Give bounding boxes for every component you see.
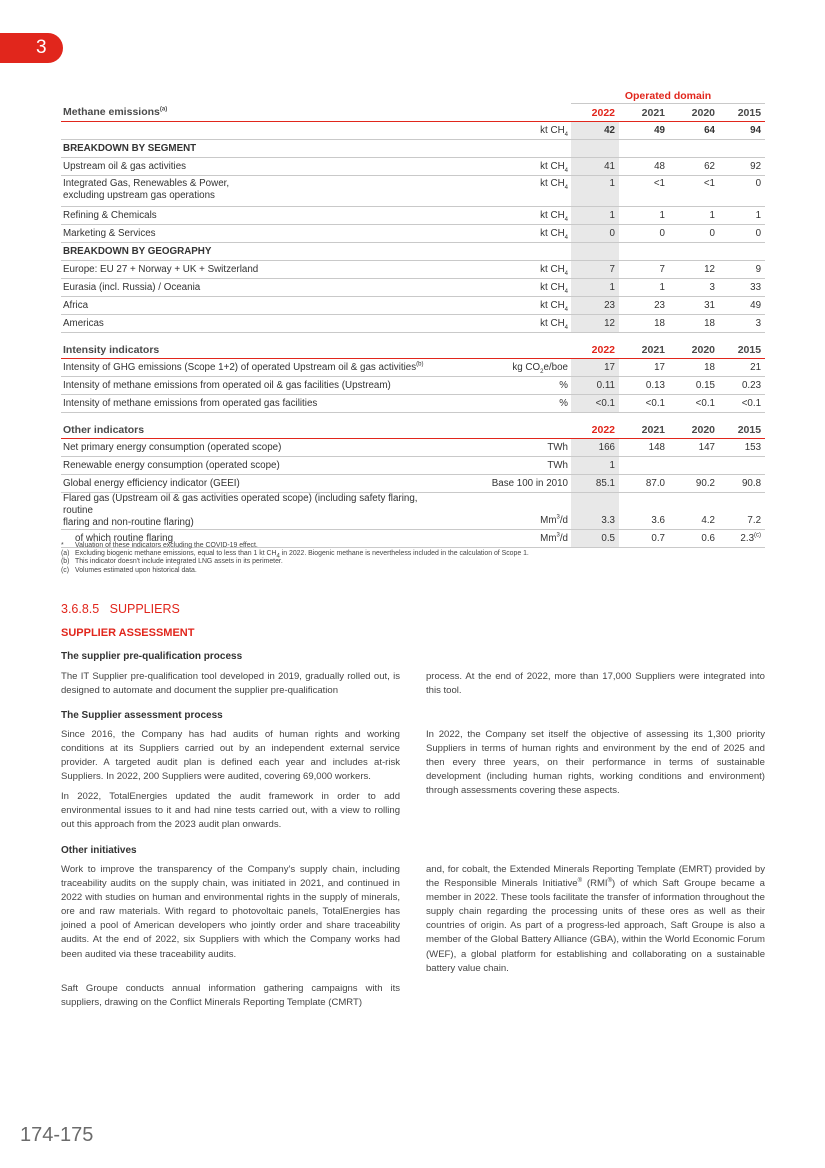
value-cell: 7 [571, 261, 619, 279]
value-cell: 17 [571, 359, 619, 377]
paragraph: Work to improve the transparency of the Company's supply chain, including traceability audits on the supply chain, was initiated in 2021, and continued in 2022 with studies on human and environmental rights in the supply of minerals, ore and raw materials. With regard to photovoltaic panels, TotalEnergies has joined a pool of American developers who jointly order and share traceability audits. At the end of 2022, six Suppliers with which the Company works had been audited via these traceability audits. [61, 864, 400, 960]
value-cell: 0.23 [719, 377, 765, 395]
value-cell: 0.13 [619, 377, 669, 395]
value-cell: 18 [669, 359, 719, 377]
table-row [61, 176, 765, 207]
intensity-header-row [61, 341, 765, 359]
value-cell: 94 [719, 122, 765, 140]
row-label: Eurasia (incl. Russia) / Oceania [61, 279, 441, 297]
table-title: Methane emissions$^{(a)}$ [61, 104, 441, 122]
unit-cell: TWh [441, 457, 571, 475]
domain-row [61, 88, 765, 104]
value-cell: 0 [719, 225, 765, 243]
value-cell: <1 [619, 176, 669, 207]
paragraph: In 2022, the Company set itself the objective of assessing its 1,300 priority Suppliers in terms of human rights and environment by the end of 2025 and then every three years, on their performance in terms of sustainable development (including human rights, working conditions and environment) through assessments covering these aspects. [426, 729, 765, 797]
value-cell: 42 [571, 122, 619, 140]
year-header: 2015 [719, 421, 765, 439]
value-cell: <1 [669, 176, 719, 207]
unit-cell: kt $CH_4$ [441, 297, 571, 315]
value-cell: 1 [571, 279, 619, 297]
value-cell: 0 [669, 225, 719, 243]
unit-cell: Mm$^3$/d [441, 493, 571, 530]
value-cell: 18 [669, 315, 719, 333]
value-cell: 92 [719, 158, 765, 176]
row-label: Renewable energy consumption (operated scope) [61, 457, 441, 475]
year-header: 2022 [571, 421, 619, 439]
unit-cell: kt $CH_4$ [441, 261, 571, 279]
value-cell: <0.1 [619, 395, 669, 413]
heading-other-initiatives: Other initiatives [61, 845, 137, 856]
value-cell: 1 [571, 176, 619, 207]
value-cell: <0.1 [669, 395, 719, 413]
value-cell: 48 [619, 158, 669, 176]
value-cell: 62 [669, 158, 719, 176]
table-row [61, 158, 765, 176]
table-row [61, 297, 765, 315]
unit-cell: Base 100 in 2010 [441, 475, 571, 493]
year-header: 2021 [619, 341, 669, 359]
value-cell [719, 457, 765, 475]
row-label: Africa [61, 297, 441, 315]
value-cell: 1 [619, 279, 669, 297]
value-cell: 3.6 [619, 493, 669, 530]
year-header: 2020 [669, 341, 719, 359]
unit-cell: kt $CH_4$ [441, 207, 571, 225]
value-cell: <0.1 [719, 395, 765, 413]
year-header: 2021 [619, 421, 669, 439]
value-cell: 1 [619, 207, 669, 225]
value-cell: 166 [571, 439, 619, 457]
table-row [61, 225, 765, 243]
value-cell: 1 [571, 207, 619, 225]
table-row [61, 279, 765, 297]
row-label: Intensity of methane emissions from operated gas facilities [61, 395, 441, 413]
unit-cell: TWh [441, 439, 571, 457]
row-label: Upstream oil & gas activities [61, 158, 441, 176]
value-cell: 31 [669, 297, 719, 315]
footnote: (a) Excluding biogenic methane emissions, equal to less than 1 kt $CH_4$ in 2022. Biogenic methane is nevertheless included in the calculation of Scope 1. [61, 550, 529, 560]
table-row [61, 377, 765, 395]
value-cell: 90.2 [669, 475, 719, 493]
row-label: Intensity of methane emissions from operated oil & gas facilities (Upstream) [61, 377, 441, 395]
paragraph: In 2022, TotalEnergies updated the audit framework in order to add environmental issues to it and had nine tests carried out, with a view to rolling out this approach from the 2023 audit plan onwards. [61, 791, 400, 831]
unit-cell: Mm$^3$/d [441, 530, 571, 548]
paragraph: and, for cobalt, the Extended Minerals Reporting Template (EMRT) provided by the Responsible Minerals Initiative® (RMI®) of which Saft Groupe became a member in 2022. These tools facilitate the transfer of information throughout the supply chain regarding the processing units of these ores as well as their countries of origin. As part of a progress-led approach, Saft Groupe is also a member of the Global Battery Alliance (GBA), within the World Economic Forum (WEF), a global platform for establishing and collaborating on a sustainable battery value chain. [426, 864, 765, 974]
unit-cell: kt $CH_4$ [441, 225, 571, 243]
table-row [61, 475, 765, 493]
table-footnotes [61, 542, 529, 575]
subsection-heading: SUPPLIER ASSESSMENT [61, 627, 195, 639]
heading-assessment: The Supplier assessment process [61, 710, 223, 721]
footnote: (b) This indicator doesn't include integrated LNG assets in its perimeter. [61, 558, 283, 566]
row-label: Americas [61, 315, 441, 333]
methane-emissions-table [61, 88, 765, 548]
value-cell: 64 [669, 122, 719, 140]
chapter-tab: 3 [0, 33, 63, 63]
value-cell [619, 457, 669, 475]
value-cell: 147 [669, 439, 719, 457]
value-cell: 0.6 [669, 530, 719, 548]
table-row [61, 359, 765, 377]
row-label: Integrated Gas, Renewables & Power, excluding upstream gas operations [61, 176, 441, 207]
footnote: (c) Volumes estimated upon historical data. [61, 566, 197, 574]
section-heading-row [61, 140, 765, 158]
value-cell: 17 [619, 359, 669, 377]
value-cell: 41 [571, 158, 619, 176]
value-cell: 9 [719, 261, 765, 279]
value-cell: 3 [719, 315, 765, 333]
value-cell [669, 457, 719, 475]
year-header: 2022 [571, 341, 619, 359]
row-label: Refining & Chemicals [61, 207, 441, 225]
value-cell: 2.3$^{(c)}$ [719, 530, 765, 548]
value-cell: 1 [669, 207, 719, 225]
other-indicators-title: Other indicators [61, 421, 441, 439]
year-header: 2020 [669, 104, 719, 122]
year-header: 2015 [719, 104, 765, 122]
value-cell: 18 [619, 315, 669, 333]
value-cell: 90.8 [719, 475, 765, 493]
row-label: Global energy efficiency indicator (GEEI) [61, 475, 441, 493]
year-header: 2021 [619, 104, 669, 122]
value-cell: 1 [571, 457, 619, 475]
value-cell: 7 [619, 261, 669, 279]
value-cell: <0.1 [571, 395, 619, 413]
paragraph: Saft Groupe conducts annual information gathering campaigns with its suppliers, drawing on the Conflict Minerals Reporting Template (CMRT) [61, 983, 400, 1009]
unit-cell: kt $CH_4$ [441, 315, 571, 333]
value-cell: 87.0 [619, 475, 669, 493]
table-row [61, 315, 765, 333]
section-heading-row [61, 243, 765, 261]
table-row [61, 261, 765, 279]
heading-prequalification: The supplier pre-qualification process [61, 651, 243, 662]
value-cell: 0 [619, 225, 669, 243]
paragraph: The IT Supplier pre-qualification tool developed in 2019, gradually rolled out, is designed to automate and document the supplier pre-qualification [61, 671, 400, 697]
table-row [61, 439, 765, 457]
value-cell: 7.2 [719, 493, 765, 530]
paragraph: process. At the end of 2022, more than 17,000 Suppliers were integrated into this tool. [426, 671, 765, 697]
row-label: Marketing & Services [61, 225, 441, 243]
footnote: * Valuation of these indicators excluding the COVID-19 effect. [61, 542, 258, 549]
page-number: 174-175 [20, 1124, 94, 1146]
unit-cell: kt $CH_4$ [441, 176, 571, 207]
value-cell: 12 [669, 261, 719, 279]
unit-cell: kg $CO_2e$/boe [441, 359, 571, 377]
section-heading: 3.6.8.5 SUPPLIERS [61, 602, 180, 616]
unit-cell: % [441, 395, 571, 413]
table-row [61, 395, 765, 413]
value-cell: 0.11 [571, 377, 619, 395]
table-row [61, 493, 765, 530]
intensity-title: Intensity indicators [61, 341, 441, 359]
year-header: 2015 [719, 341, 765, 359]
value-cell: 12 [571, 315, 619, 333]
row-label: Europe: EU 27 + Norway + UK + Switzerland [61, 261, 441, 279]
value-cell: 85.1 [571, 475, 619, 493]
value-cell: 4.2 [669, 493, 719, 530]
value-cell: 49 [719, 297, 765, 315]
value-cell: 23 [619, 297, 669, 315]
table-row [61, 207, 765, 225]
table-row [61, 457, 765, 475]
year-header: 2020 [669, 421, 719, 439]
row-label: Intensity of GHG emissions (Scope 1+2) of operated Upstream oil & gas activities$^{(b)}$ [61, 359, 441, 377]
value-cell: 1 [719, 207, 765, 225]
table-row-total [61, 122, 765, 140]
unit-cell: kt $CH_4$ [441, 122, 571, 140]
unit-cell: % [441, 377, 571, 395]
operated-domain-label: Operated domain [571, 88, 765, 104]
value-cell: 0 [571, 225, 619, 243]
value-cell: 23 [571, 297, 619, 315]
value-cell: 0.5 [571, 530, 619, 548]
row-label: Flared gas (Upstream oil & gas activities operated scope) (including safety flaring, routine flaring and non-routine flaring) [61, 493, 441, 530]
paragraph: Since 2016, the Company has had audits of human rights and working conditions at its Suppliers carried out by an independent external service provider. A targeted audit plan is defined each year and includes at-risk Suppliers. In 2022, 200 Suppliers were audited, covering 69,000 workers. [61, 729, 400, 783]
value-cell: 0.7 [619, 530, 669, 548]
value-cell: 49 [619, 122, 669, 140]
year-header: 2022 [571, 104, 619, 122]
geography-heading: BREAKDOWN BY GEOGRAPHY [61, 243, 441, 261]
unit-cell: kt $CH_4$ [441, 279, 571, 297]
value-cell: 153 [719, 439, 765, 457]
value-cell: 21 [719, 359, 765, 377]
segment-heading: BREAKDOWN BY SEGMENT [61, 140, 441, 158]
row-label: of which routine flaring [61, 530, 441, 548]
value-cell: 0 [719, 176, 765, 207]
value-cell: 3 [669, 279, 719, 297]
unit-cell: kt $CH_4$ [441, 158, 571, 176]
value-cell: 33 [719, 279, 765, 297]
other-header-row [61, 421, 765, 439]
table-header-row [61, 104, 765, 122]
value-cell: 3.3 [571, 493, 619, 530]
row-label: Net primary energy consumption (operated scope) [61, 439, 441, 457]
value-cell: 148 [619, 439, 669, 457]
value-cell: 0.15 [669, 377, 719, 395]
